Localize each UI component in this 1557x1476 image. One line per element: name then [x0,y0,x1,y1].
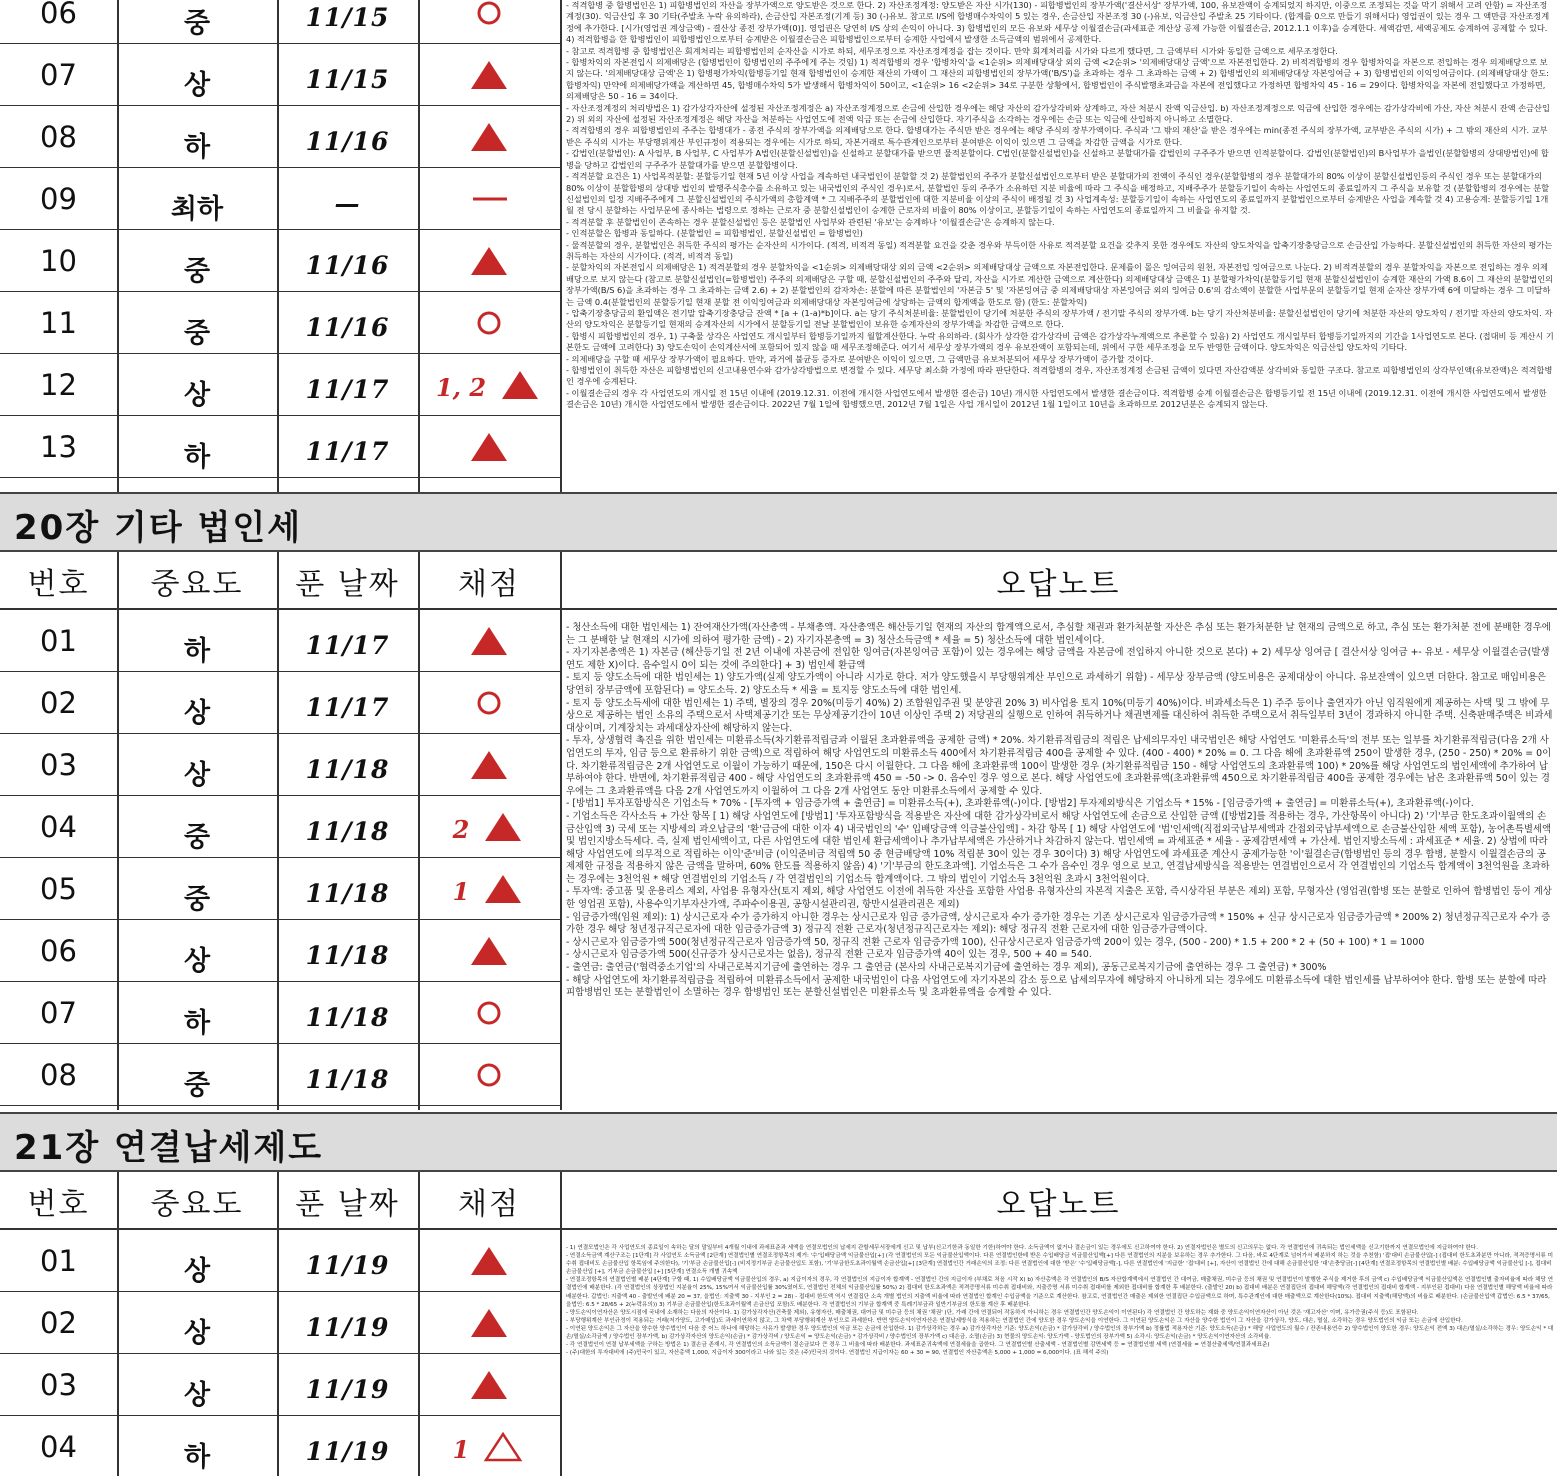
header-date: 푼 날짜 [295,567,400,602]
row-score [418,1230,560,1291]
note-line: - 양도손익이연자산은 양도시점에 국내에 소재하는 다음의 자산이다. 1) 감가상각자산(건축물 제외), 유형자산, 매출채권, 대여금 및 미수금 등의 채권 '채권' (단, 가래 간에 연결되어 작동하지 아니하는 경우 연결법인간 양도손익이 이연된다) 각 연결법인 간 양도하는 재화 중 양도손익이연자산이 아닌 것은 '재고자산' 이며, 유가증권(주식 등)도 포함된다. [566,1309,1419,1316]
note-line: - 합병법인이 취득한 자산은 피합병법인의 신고내용연수와 감가상각방법으로 변경할 수 있다. 세무당 최소화 가정에 따라 판단한다. 적격합병의 경우, 자산조정계정 손금된 금액이 있다면 자산감액분 상각비와 동일한 구조다. 참고로 피합병법인의 상각부인액(유보잔액)은 적격합병인 경우에 승계된다. [566,365,1553,387]
table-row [0,292,560,354]
note-line: - 적격분할 후 분할법인이 존속하는 경우 분할신설법인 등은 분할법인 사업부와 관련된 '유보'는 승계하나 '이월결손금'은 승계하지 않는다. [566,216,1055,227]
note-line: - 참고로 적격합병 중 합병법인은 회계처리는 피합병법인의 순자산을 시가로 하되, 세무조정으로 자산조정계정을 잡는 것이다. 만약 회계처리를 시가와 다르게 했다면, 그 금액부터 시가와 동일한 금액으로 세무조정한다. [566,45,1338,56]
section21-table [0,1230,1557,1476]
row-importance: 상 [183,946,211,977]
row-importance: 중 [183,1070,211,1101]
table-row [0,1230,560,1292]
chapter19-table [0,0,1557,492]
row-date: 11/19 [305,1313,390,1342]
circle-mark-icon [467,1057,511,1093]
triangle-mark-icon [498,367,542,403]
row-score [418,734,560,795]
table-row [0,354,560,416]
note-line: - 물적분할의 경우, 분할법인은 취득한 주식의 평가는 순자산의 시가이다. (적격, 비적격 동일) 적격분할 요건을 갖춘 경우와 부득이한 사유로 적격분할 요건을 갖추지 못한 경우에도 자산의 양도차익을 압축기장충당금으로 손금산입 가능하다. 분할신설법인의 취득한 자산의 평가는 취득하는 자산의 시가이다. (적격, 비적격 동일) [566,239,1553,261]
row-number: 04 [40,1429,77,1464]
row-score [418,1416,560,1476]
table-row [0,982,560,1044]
row-date: 11/19 [305,1437,390,1466]
row-score [418,1044,560,1105]
row-date: 11/17 [305,631,390,660]
row-importance: 하 [183,636,211,667]
note-line: - 연결소득금액 계산구조는 [1단계] 각 사업연도 소득금액 [2단계] 연결법인별 연결조정항목의 제거: '수'입배당금액 익금불산입[+] (각 연결법인의 모든 익금불산입액이다. 다른 연결법인한테 받은 수입배당금 익금불산입액[+] 다른 연결법인의 지분을 보유하는 경우 추가한다. 그 다음, 바로 4단계로 넘어가서 배분하지 하는 것을 추천함) '접'대비 손금불산입[-] (접대비 한도초과분만 아니라, 적격증명서류 미수취 접대비도 손금불산입 항목임에 주의한다), '기'부금 손금불산입[-] (비지정기부금 손금불산입도 포함), '기'부금한도초과이월액 손금산입[+] [3단계] 연결법인간 거래손익의 조정: 다른 연결법인에 대한 '받은' '수'입배당금액[-], 다른 연결법인에 '지급한' '접'대비 [+], 자산이 연결법인 간에 대해 손금불산입한 '대'손충당금[-] [4단계] 연결조정항목의 연결법인별 배분: 수입배당금액 익금불산입 [-], 접대비 손금불산입 [+], 기부금 손금불산입 [+] [5단계] 연결소득 개별 귀속액 [566,1253,1554,1276]
note-line: - 의제배당을 구할 때 세무상 장부가액이 필요하다. 만약, 과거에 불균등 증자로 분여받은 이익이 있으면, 그 금액만큼 유보처분되어 세무상 장부가액이 증가할 것이다. [566,353,1154,364]
note-line: - 청산소득에 대한 법인세는 1) 잔여재산가액(자산총액 - 부채총액. 자산총액은 해산등기일 현재의 자산의 합계액으로서, 추심할 채권과 환가처분할 자산은 추심 또는 환가처분한 날 현재의 금액으로 하고, 추심 또는 환가처분 전에 분배한 경우에는 그 분배한 날 현재의 시가에 의하여 평가한 금액) - 2) 자기자본총액 = 3) 청산소득금액 * 세율 = 5) 청산소득에 대한 법인세이다. [566,622,1551,646]
row-date: 11/16 [305,251,390,280]
col-divider [117,1172,119,1476]
note-line: - 이월결손금의 경우 각 사업연도의 개시일 전 15년 이내에 (2019.12.31. 이전에 개시한 사업연도에서 발생한 결손금) 10년) 개시한 사업연도에서 발생한 결손금이다. 적격합병 승계 이월결손금은 합병등기일 전 15년 이내에 (2019.12.31. 이전에 개시한 사업연도에서 발생한 결손금은 10년) 개시한 사업연도에서 발생한 결손금이다. 2022년 7월 1일에 합병했으면, 2012년 7월 1일은 사업 개시일이 2012년 1월 1일이고 10년을 초과하므로 2012년분은 승계되지 않는다. [566,387,1547,410]
col-divider [117,552,119,1110]
note-line: - 적격분할 요건은 1) 사업목적분할: 분할등기일 현재 5년 이상 사업을 계속하던 내국법인이 분할할 것 2) 분할법인의 주주가 분할신설법인으로부터 받은 분할대가의 전액이 주식인 경우(분할합병의 경우 분할대가의 80% 이상이 분할신설법인등의 주식인 경우 또는 분할대가의 80% 이상이 분할합병의 상대방 법인의 발행주식총수를 소유하고 있는 내국법인의 주식인 경우)로서, 분할법인 등의 주주가 소유하던 지분 비율에 따라 그 주식을 배정하고, 지배주주가 분할등기일이 속하는 사업연도의 종료일까지 그 주식을 보유할 것 (분할합병의 경우에는 분할신설법인의 일정 지배주주에게 그 분할신설법인의 주식가액의 총합계액 * 그 지배주주의 분할법인에 대한 지분비율 이상의 주식이 배정될 것 3) 사업계속성: 분할등기일이 속하는 사업연도의 종료일까지 분할법인으로부터 승계받은 사업을 계속할 것 4) 고용승계: 분할등기일 1개월 전 당시 분할하는 사업부문에 종사하는 법령으로 정하는 근로자 중 분할신설법인이 승계한 근로자의 비율이 80% 이상이고, 분할등기일이 속하는 사업연도의 종료일까지 그 비율을 유지할 것. [566,171,1550,216]
col-divider [277,0,279,492]
row-score [418,858,560,919]
triangle-mark-icon [467,933,511,969]
row-number: 13 [40,429,77,464]
note-line: - 각 연결법인이 연결 납부세액을 구하는 방법은 1) 결손금 존재시, 각 연결법인의 소득금액이 결손금보다 큰 경우 그 비율에 따라 배분한다. 과세표준귀속액에 연결세율을 곱한다. 그 연결법인별 산출세액 - 연결법인별 감면세액 등 = 연결법인별 세액 (연결세율 = 연결산출세액/연결과세표준) [566,1342,1270,1349]
row-number: 11 [40,305,77,340]
row-date: 11/17 [305,693,390,722]
table-row [0,168,560,230]
dash-mark-icon [467,181,511,217]
table-row [0,1292,560,1354]
row-importance: 하 [183,1008,211,1039]
note-line: - 부당행위계산 부인규정이 적용되는 거래(저가양도, 고가매입)도 과세이연하지 않고, 그 차액 부당행위계산 부인으로 과세한다. 반면 양도손익이연자산은 연결납세방식을 적용하는 연결법인 간에 양도한 경우 양도손익을 이연한다. 그 이연된 양도손익은 그 자산을 양수한 법인이 그 자산을 감가상각, 양도, 대손, 멸실, 소각하는 경우 양도법인의 익금 또는 손금에 산입한다. [566,1317,1463,1324]
table-row [0,796,560,858]
row-number: 01 [40,1243,77,1278]
row-importance: 상 [183,1318,211,1349]
col-divider [560,0,562,492]
row-importance: 상 [183,70,211,101]
row-importance: 중 [183,318,211,349]
row-score [418,1354,560,1415]
row-score [418,672,560,733]
row-date: 11/17 [305,375,390,404]
row-number: 07 [40,57,77,92]
header-notes: 오답노트 [996,1187,1121,1222]
col-divider [418,1172,420,1476]
header-no: 번호 [27,567,90,602]
circle-mark-icon [467,685,511,721]
triangle-mark-icon [481,809,525,845]
table-row [0,0,560,44]
table-row [0,610,560,672]
note-line: - 압축기장충당금의 환입액은 전기말 압축기장충당금 잔액 * [a + (1-a)*b]이다. a는 당기 주식처분비율: 분할법인이 당기에 처분한 주식의 장부가액 / 전기말 주식의 장부가액. b는 당기 자산처분비율: 분할신설법인이 당기에 처분한 자산의 양도차익 / 전기말 자산의 양도차익. 자산의 양도차익은 분할등기일 현재의 승계자산의 시가에서 분할등기일 전날 분할법인이 보유한 승계자산의 장부가액을 차감한 금액으로 한다. [566,307,1553,330]
row-number: 02 [40,1305,77,1340]
table-row [0,672,560,734]
circle-mark-icon [467,995,511,1031]
table-row [0,920,560,982]
row-number: 12 [40,367,77,402]
row-number: 01 [40,623,77,658]
row-number: 03 [40,1367,77,1402]
header-score: 채점 [458,567,520,602]
note-line: - 합병차익의 자본전입시 의제배당은 (합병법인이 합병법인의 주주에게 주는 것임) 1) 적격합병의 경우 '합병차익'을 <1순위> 의제배당대상 외의 금액 <2순위> '의제배당대상 금액'으로 자본전입한다. 2) 비적격합병의 경우 합병차익을 자본으로 전입하는 경우 의제배당으로 보지 않는다. '의제배당대상 금액'은 1) 합병평가차익(합병등기일 현재 합병법인이 승계한 재산의 가액이 그 재산의 피합병법인의 장부가액('B/S')을 초과하는 경우 그 초과하는 금액 + 2) 합병법인의 의제배당대상 자본잉여금 + 3) 합병법인의 이익잉여금이다. (의제배당대상 한도: 합병차익) 만약에 의제배당가액을 계산하면 45, 합병매수차익 5가 발생해서 합병차익이 50이고, <1순위> 16 <2순위> 34로 구분한 상황에서, 합병법인이 주식발행초과금을 자본에 전입했다고 가정하면 합병차익 45 - 16 = 29이다. 합병차익을 자본에 전입했다고 가정하면, 의제배당은 50 - 16 = 34이다. [566,57,1549,102]
row-number: 09 [40,181,77,216]
table-row [0,230,560,292]
header-date: 푼 날짜 [295,1187,400,1222]
note-line: - (주)대한의 투자대비에 (주)민국이 있고, 자산총액 1,000, 지급이자 300이라고 나와 있는 것은 (주)민국의 것이다. 연결법인 지급이자는 60 + 30 = 90, 연결법인 자산총액은 5,000 + 1,000 = 6,000이다. (표 해석 주의) [566,1350,1109,1357]
header-importance: 중요도 [150,567,244,602]
table-row [0,858,560,920]
note-line: - 상시근로자 임금증가액 500(신규증가 상시근로자는 없음), 정규직 전환 근로자 임금증가액 40이 있는 경우, 500 + 40 = 540. [566,949,1092,961]
row-number: 07 [40,995,77,1030]
row-date: 11/16 [305,313,390,342]
col-divider [560,552,562,1110]
row-score [418,416,560,477]
table-row [0,44,560,106]
row-date: 11/18 [305,941,390,970]
row-score [418,796,560,857]
row-date: 11/18 [305,817,390,846]
table-row [0,734,560,796]
table-row [0,416,560,478]
row-date: 11/19 [305,1375,390,1404]
section20-title-bar [0,492,1557,552]
row-score [418,230,560,291]
row-number: 10 [40,243,77,278]
row-score [418,292,560,353]
row-importance: 상 [183,698,211,729]
section20-rows [0,610,560,1110]
table-row [0,106,560,168]
chapter19-rows [0,0,560,492]
score-text: 1 [452,1435,470,1464]
score-text: 2 [452,815,470,844]
note-line: - 갑법인(분할법인): A 사업부, B 사업부, C 사업부가 A법인(분할신설법인)을 신설하고 분할대가를 받으면 물적분할이다. C법인(분할신설법인)을 신설하고 분할대가를 갑법인의 구주주가 받으면 인적분할이다. 갑법인(분할법인)의 B사업부가 을법인(분할합병의 상대방법인)에 합병을 당하고 갑법인의 구주주가 분할대가를 받으면 분할합병이다. [566,148,1549,170]
section21-title: 21장 연결납세제도 [14,1128,324,1168]
note-line: - 출연금: 출연금('협력중소기업'의 사내근로복지기금에 출연하는 경우 그 출연금 (본사의 사내근로복지기금에 출연하는 경우 제외), 공동근로복지기금에 출연하는 경우 그 출연금) * 300% [566,962,1327,974]
note-line: - 분할차익의 자본전입시 의제배당은 1) 적격분할의 경우 분할차익을 <1순위> 의제배당대상 외의 금액 <2순위> 의제배당대상 금액으로 자본전입한다. 문제를이 몰은 잉여금의 원천, 자본전입 잉여금으로 나눈다. 2) 비적격분할의 경우 분할차익을 자본으로 전입하는 경우 의제배당으로 보지 않는다 (참고로 분할신설법인(=합병법인) 주주의 의제배당은 구할 때, 분할신설법인의 주주와 달리, 자산을 시가로 계산한 금액으로 계산한다) 의제배당대상 금액은 1) 분할평가차익(분할등기일 현재 분할신설법인이 승계한 재산의 가액 8.6이 그 재산의 분할법인의 장부가액(B/S 6)을 초과하는 경우 그 초과하는 금액 2.6) + 2) 분할법인의 감자차손: 분할에 따른 분할법인의 '자본금 5' 및 '자본잉여금 중 의제배당대상 자본잉여금 외의 잉여금 0.6'의 감소액이 분할한 사업부문의 분할등기일 현재 순자산 장부가액 6에 미달하는 경우 그 미달하는 금액 0.4(분할법인의 분할등기일 현재 분할 전 이익잉여금과 의제배당대상 자본잉여금에 상당하는 금액의 합계액을 한도로 함) (한도: 분할차익) [566,262,1554,307]
header-score: 채점 [458,1187,520,1222]
col-divider [418,0,420,492]
note-line: - 적격합병 중 합병법인은 1) 피합병법인의 자산을 장부가액으로 양도받은 것으로 한다. 2) 자산조정계정: 양도받은 자산 시가(130) - 피합병법인의 장부가액('결산서상' 장부가액, 100, 유보잔액이 승계되었지 하지만, 이중으로 조정되는 것을 막기 위해서 고려 안함) = 자산조정계정(30). 익금산입 후 30 기타(주발초 누락 유의하라), 손금산입 자본조정(기계 등) 30 (-)유보. 참고로 I/S에 합병매수차익이 5 있는 경우, 손금산입 자본조정 30 (-)유보, 익금산입 주발초 25 기타이다. (합계를 0으로 만들기 위해서다) 영업권이 있는 경우 그 액만큼 자산조정계정에 추가한다. [시가(영업권 계상금액) - 결산상 종전 장부가액(0)]. 영업권은 당연히 I/S 상의 손익이 아니다. 3) 합병법인의 모든 유보와 세무상 이월결손금(과세표준 계산상 공제 가능한 이월결손금, 2012.1.1 이후)을 승계한다. 세액감면, 세액공제도 승계하여 공제할 수 있다. 4) 적격합병을 한 합병법인이 피합병법인으로부터 승계받은 이월결손금은 피합병법인으로부터 승계한 사업에서 발생한 소득금액의 범위에서 공제한다. [566,0,1550,45]
note-line: - 기업소득은 각사소득 + 가산 항목 [ 1) 해당 사업연도에 [방법1] '투자포함방식을 적용받은 자산에 대한 감가상각비로서 해당 사업연도에 손금으로 산입한 금액 ([방법2]를 적용하는 경우, 가산항목이 아니다) 2) '기'부금 한도초과이월액의 손금산입액 3) 국세 또는 지방세의 과오납금의 '환'급금에 대한 이자 4) 내국법인의 '수' 입배당금액 익금불산입액] - 차감 항목 [ 1) 해당 사업연도에 '법'인세액(직접외국납부세액과 간접외국납부세액으로 손금불산입한 세액 포함), 농어촌특별세액 및 법인지방소득세다. 즉, 실제 법인세액이고, 다른 사업연도에 대한 법인세 환급세액이나 추가납부세액은 가산하거나 차감하지 않는다. 법인세액 = 과세표준 * 세율 - 공제감면세액 + 가산세. 법인지방소득세 : 과세표준 * 세율. 2) 상법에 따라 해당 사업연도에 의무적으로 적립하는 이익'준'비금 (이익준비금 적립액 50 중 현금배당액 10% 적립분 30이 있는 경우 30이다) 3) 해당 사업연도에 과세표준 계산시 공제가능한 '이'월결손금(합병법인 등의 경우 합병, 분할시 이월결손금의 공제제한 규정을 적용하지 않은 금액을 말하며, 60% 한도를 적용하지 않음) 4) '기'부금의 한도초과액]. 기업소득은 그 수가 음수인 경우 영으로 보고, 연결납세방식을 적용받는 연결법인으로서 각 연결법인의 기업소득 합계액이 3천억원을 초과하는 경우에는 3천억원 * 해당 연결법인의 기업소득 / 각 연결법인의 기업소득 합계액이다. 그 밖의 법인이 기업소득 3천억원 초과시 3천억원이다. [566,810,1552,885]
row-number: 06 [40,933,77,968]
table-row [0,1044,560,1106]
row-number: 08 [40,1057,77,1092]
triangle-outline-mark-icon [481,1429,525,1465]
row-date: 11/18 [305,755,390,784]
section21-header [0,1172,1557,1230]
header-notes: 오답노트 [996,567,1121,602]
section20-notes [566,622,1554,1062]
row-importance: 중 [183,8,211,39]
row-importance: 중 [183,256,211,287]
circle-mark-icon [467,305,511,341]
score-text: 1, 2 [435,373,487,402]
note-line: - 인적분할은 합병과 동일하다. (분할법인 = 피합병법인, 분할신설법인 = 합병법인) [566,228,863,239]
table-row [0,1354,560,1416]
row-date: 11/15 [305,65,390,94]
row-importance: 상 [183,1380,211,1411]
row-score [418,44,560,105]
note-line: - [방법1] 투자포함방식은 기업소득 * 70% - [투자액 + 임금증가액 + 출연금] = 미환류소득(+), 초과환류액(-)이다. [방법2] 투자제외방식은 기업소득 * 15% - [임금증가액 + 출연금] = 미환류소득(+), 초과환류액(-)이다. [566,798,1474,810]
row-number: 03 [40,747,77,782]
row-importance: 상 [183,1256,211,1287]
triangle-mark-icon [467,1367,511,1403]
row-date: 11/16 [305,127,390,156]
section21-title-bar [0,1112,1557,1172]
row-number: 05 [40,871,77,906]
row-date: 11/15 [305,3,390,32]
row-importance: 중 [183,822,211,853]
col-divider [117,0,119,492]
section21-notes [566,1244,1554,1474]
triangle-mark-icon [467,429,511,465]
col-divider [277,1172,279,1476]
note-line: - 해당 사업연도에 차기환류적립금을 적립하여 미환류소득에서 공제한 내국법인이 다음 사업연도에 자기자본의 감소 등으로 납세의무자에 해당하지 아니하게 되는 경우에도 미환류소득에 대한 법인세를 납부하여야 한다. 합병 또는 분할에 따라 피합병법인 또는 분할법인이 소멸하는 경우 합병법인 또는 분할신설법인은 미환류소득 및 초과환류액을 승계할 수 있다. [566,974,1547,999]
row-score [418,1292,560,1353]
row-score [418,106,560,167]
row-date: — [334,189,361,218]
row-date: 11/17 [305,437,390,466]
triangle-mark-icon [467,1243,511,1279]
triangle-mark-icon [467,57,511,93]
note-line: - 자산조정계정의 처리방법은 1) 감가상각자산에 설정된 자산조정계정은 a) 자산조정계정으로 손금에 산입한 경우에는 해당 자산의 감가상각비와 상계하고, 자산 처분시 잔액 익금산입. b) 자산조정계정으로 익금에 산입한 경우에는 감가상각비에 가산, 자산 처분시 잔액 손금산입 2) 위 외의 자산에 설정된 자산조정계정은 해당 자산을 처분하는 사업연도에 전액 익금 또는 손금에 산입한다. 자기주식을 소각하는 경우에는 손금 또는 익금에 산입하지 아니하고 소멸한다. [566,102,1550,125]
chapter19-notes [566,0,1554,420]
row-number: 04 [40,809,77,844]
row-score [418,0,560,43]
row-date: 11/19 [305,1251,390,1280]
triangle-mark-icon [481,871,525,907]
section20-table [0,610,1557,1110]
note-line: - 상시근로자 임금증가액 500(청년정규직근로자 임금증가액 50, 정규직 전환 근로자 임금증가액 100), 신규상시근로자 임금증가액 200이 있는 경우, (500 - 200) * 1.5 + 200 * 2 + (50 + 100) * 1 = 1000 [566,936,1425,948]
note-line: - 임금증가액(임원 제외): 1) 상시근로자 수가 증가하지 아니한 경우는 상시근로자 임금 증가금액, 상시근로자 수가 증가한 경우는 기존 상시근로자 임금증가금액 * 150% + 신규 상시근로자 임금증가금액 * 200% 2) 청년정규직근로자 수가 증가한 경우 해당 청년정규직근로자에 대한 임금증가금액 3) 정규직 전환 근로자(청년정규직근로자는 제외): 해당 정규직 전환 근로자에 대한 임금증가금액이다. [566,911,1551,936]
note-line: - 연결조정항목의 연결법인별 배분 [4단계] 구할 때, 1) 수입배당금액 익금불산입의 경우, a) 지급이자의 경우, 각 연결법인의 지급이자 합계액 - 연결법인 간의 지급이자 (부채로 처음 시작 X) b) 자산총액은 각 연결법인의 B/S 자산합계액에서 연결법인 간 대여금, 매출채권, 미수금 등의 채권 및 연결법인이 발행한 주식을 제거한 후의 금액 c) 수입배당금액 익금불산입액은 연결법인별 출자비율에 따라 해당 연결법인에 배분한다. (각 연결법인의 상장법인 지분율이 25%, 15%여서 익금불산입률 30%였어도, 연결법인 전체의 익금불산입률 50%) 2) 접대비 한도초과액은 적격증명서류 미수취 접대비와, 지출증명 서류 미수취 접대비를 제외한 접대비를 합계한 후 배분한다. (출발인 20) b) 접대비 배분은 연결집단의 접대비 해당액(각 연결법인의 접대비 합계액 - 지부인된 접대비) 다음 연결법인별 해당액 비율에 따라 배분한다. 갑법인: 지출액 40 - 출발인에 배분 20 = 37, 을법인: 지출액 30 - 지부인 2 = 28) - 접대비 한도액 역시 연결집단 소속 개별 법인의 지출액 비율에 따라 연결법인 합계인 수입금액을 기준으로 계산한다. 참고로, 연결법인간 매출은 제외한 연결집단 수입금액으로 하며, 특수관계인에 대한 매출액으로 계산한다(10%). 접대비 지출액(해당액)의 비율로 배분한다. (손금불산입액 갑법인: 6.5 * 37/65, 을법인: 6.5 * 28/65 + 2(누락유의)) 3) 기부금 손금불산입(한도초과이월액 손금산입 포함)도 배분한다. 각 연결법인의 기부금 합계액 중 특례기부금과 일반기부금의 한도를 계산 후 배분한다. [566,1277,1554,1308]
row-date: 11/18 [305,1003,390,1032]
col-divider [418,552,420,1110]
row-score [418,610,560,671]
row-importance: 상 [183,380,211,411]
circle-mark-icon [467,0,511,31]
row-importance: 상 [183,760,211,791]
section20-title: 20장 기타 법인세 [14,508,303,548]
row-importance: 하 [183,132,211,163]
row-importance: 최하 [170,194,224,225]
header-importance: 중요도 [150,1187,244,1222]
col-divider [277,552,279,1110]
note-line: - 투자액: 중고품 및 운용리스 제외, 사업용 유형자산(토지 제외, 해당 사업연도 이전에 취득한 자산을 포함한 사업용 유형자산의 자본적 지출은 포함, 즉시상각된 부분은 제외) 포함, 무형자산 (영업권(합병 또는 분할로 인하여 합병법인 등이 계상한 영업권 포함), 사용수익기부자산가액, 주파수이용권, 공항시설관리권, 항만시설관리권은 제외) [566,886,1552,911]
triangle-mark-icon [467,623,511,659]
row-importance: 하 [183,442,211,473]
col-divider [560,1172,562,1476]
triangle-mark-icon [467,243,511,279]
row-date: 11/18 [305,1065,390,1094]
triangle-mark-icon [467,1305,511,1341]
row-date: 11/18 [305,879,390,908]
note-line: - 투자, 상생협력 촉진을 위한 법인세는 미환류소득(차기환류적립금과 이월된 초과환류액을 공제한 금액) * 20%. 차기환류적립금의 적립은 납세의무자인 내국법인은 해당 사업연도 '미환류소득'의 전부 또는 일부를 차기환류적립금(다음 2개 사업연도의 투자, 임금 등으로 환류하기 위한 금액)으로 적립하여 해당 사업연도의 미환류소득 400에서 차기환류적립금 400을 공제할 수 있다. (400 - 400) * 20% = 0. 그 다음 해에 초과환류액 250이 발생한 경우, (250 - 250) * 20% = 0이다. 차기환류적립금은 2개 사업연도로 이월이 가능하기 때문에, 150은 다시 이월한다. 그 다음 해에 초과환류액 100이 발생한 경우 (차기환류적립금 150 - 해당 사업연도의 초과환류액 100) * 20%를 해당 사업연도의 법인세액에 추가하여 납부하여야 한다. 반면에, 차기환류적립금 400 - 해당 사업연도의 초과환류액 450 = -50 -> 0. 음수인 경우 영으로 본다. 해당 사업연도에 초과환류액(초과환류액 450으로 차기환류적립금 400을 공제한 경우에는 남은 초과환류액 50이 있는 경우에는 그 초과환류액을 다음 2개 사업연도까지 이월하여 그 다음 2개 사업연도 동안 미환류소득에서 공제할 수 있다. [566,735,1552,797]
row-score [418,168,560,229]
triangle-mark-icon [467,747,511,783]
row-importance: 중 [183,884,211,915]
note-line: - 토지 등 양도소득세에 대한 법인세는 1) 주택, 별장의 경우 20%(미등기 40%) 2) 조합원입주권 및 분양권 20% 3) 비사업용 토지 10%(미등기 40%)이다. 비과세소득은 1) 주주 등이나 출연자가 아닌 임직원에게 제공하는 사택 및 그 밖에 무상으로 제공하는 법인 소유의 주택으로서 사택제공기간 또는 무상제공기간이 10년 이상인 주택 2) 저당권의 실행으로 인하여 취득하거나 채권변제를 대신하여 취득한 주택으로서 취득일부터 3년이 경과하지 아니한 주택. 신축판매주택은 비과세대상이며, 기계장치는 과세대상자산에 해당하지 않는다. [566,697,1553,734]
row-number: 02 [40,685,77,720]
row-importance: 하 [183,1442,211,1473]
section20-header [0,552,1557,610]
table-row [0,1416,560,1476]
note-line: - 자기자본총액은 1) 자본금 (해산등기일 전 2년 이내에 자본금에 전입한 잉여금(자본잉여금 포함)이 있는 경우에는 해당 금액을 자본금에 전입하지 아니한 것으로 본다) + 2) 세무상 잉여금 [ 결산서상 잉여금 +- 유보 - 세무상 이월결손금(발생연도 제한 X)이다. 음수일시 0이 되는 것에 주의한다] + 3) 법인세 환급액 [566,647,1550,671]
row-score [418,920,560,981]
note-line: - 토지 등 양도소득에 대한 법인세는 1) 양도가액(실제 양도가액이 아니라 시가로 한다. 저가 양도했을시 부당행위계산 부인으로 과세하기 위함) - 세무상 장부금액 (양도비용은 공제대상이 아니다. 유보잔액이 있으면 더한다. 참고로 매입비용은 당연히 장부금액에 포함된다) = 양도소득. 2) 양도소득 * 세율 = 토지등 양도소득에 대한 법인세. [566,672,1547,696]
row-score [418,982,560,1043]
header-no: 번호 [27,1187,90,1222]
note-line: - 이연된 양도손익은 그 자산을 양수한 양수법인이 다음 중 어느 하나에 해당하는 사유가 발생한 경우 양도법인의 익금 또는 손금에 산입한다. 1) 감가상각하는 경우 a) 감가상각자산 기준: 양도손익(손금) * 감가상각비 / 양수법인의 장부가액 b) 정률법 적용자산 기준: 양도소득(손금) * 해당 사업연도의 월수 / 잔존내용연수 2) 양수법인이 양도한 경우: 양도손익 전액 3) 대손/멸실/소각하는 경우: 양도손익 * 대손/멸실/소각금액 / 양수법인 장부가액, b) 감가상각자산의 양도손익(손금) * 감가상각비 / 양도손익 = 양도손익(손금) * 감가상각비 / 양수법인의 장부가액 c) 대손금, 소멸(손금) 3) 현물의 양도손익: 양도가액 - 양도법인의 장부가액 5) 소각시: 양도손익(손금) * 양도손익이연자산의 소각비율. [566,1325,1554,1341]
triangle-mark-icon [467,119,511,155]
note-line: - 적격합병의 경우 피합병법인의 주주는 합병대가 - 종전 주식의 장부가액을 의제배당으로 한다. 합병대가는 주식만 받은 경우에는 해당 주식의 장부가액이다. 주식과 '그 밖의 재산'을 받은 경우에는 min(종전 주식의 장부가액, 교부받은 주식의 시가) + 그 밖의 재산의 시가. 교부받은 주식의 시가는 부당행위계산 부인규정이 적용되는 경우에는 시가로 하되, 자본거래로 특수관계인으로부터 분여받은 이익이 있으면 그 금액을 차감한 금액을 시가로 한다. [566,125,1548,147]
score-text: 1 [452,877,470,906]
note-line: - 합병시 피합병법인의 경우, 1) 구축물 상각은 사업연도 개시일부터 합병등기일까지 월할계산한다. 누락 유의하라. (회사가 상각한 감가상각비 금액은 감가상각누계액으로 추론할 수 있음) 2) 사업연도 개시일부터 합병등기일까지의 기간을 1사업연도로 본다. (접대비 등 계산시 기본한도 금액에 고려한다) 3) 양도손익이 손익계산서에 포함되어 있지 않을 때 세무조정해준다. 여기서 세무상 장부가액의 경우 유보잔액이 포함되는데, 위에서 구한 세무조정을 모두 반영한 금액이다. 양도차익은 익금산입 양도차익 기타다. [566,330,1554,353]
section21-rows [0,1230,560,1476]
row-score [418,354,560,415]
row-number: 08 [40,119,77,154]
row-number: 06 [40,0,77,30]
note-line: - 1) 연결모법인은 각 사업연도의 종료일이 속하는 달의 말일부터 4개월 이내에 과세표준과 세액을 연결모법인의 납세지 관할세무서장에게 신고 및 납부(신고기한과 동일한 기한)하여야 한다. 소득금액이 없거나 결손금이 있는 경우에도 신고하여야 한다. 2) 연결자법인은 별도의 신고의무는 없다. 각 연결법인에 귀속되는 법인세액을 신고기한까지 연결모법인에 지급하여야 한다. [566,1245,1478,1251]
